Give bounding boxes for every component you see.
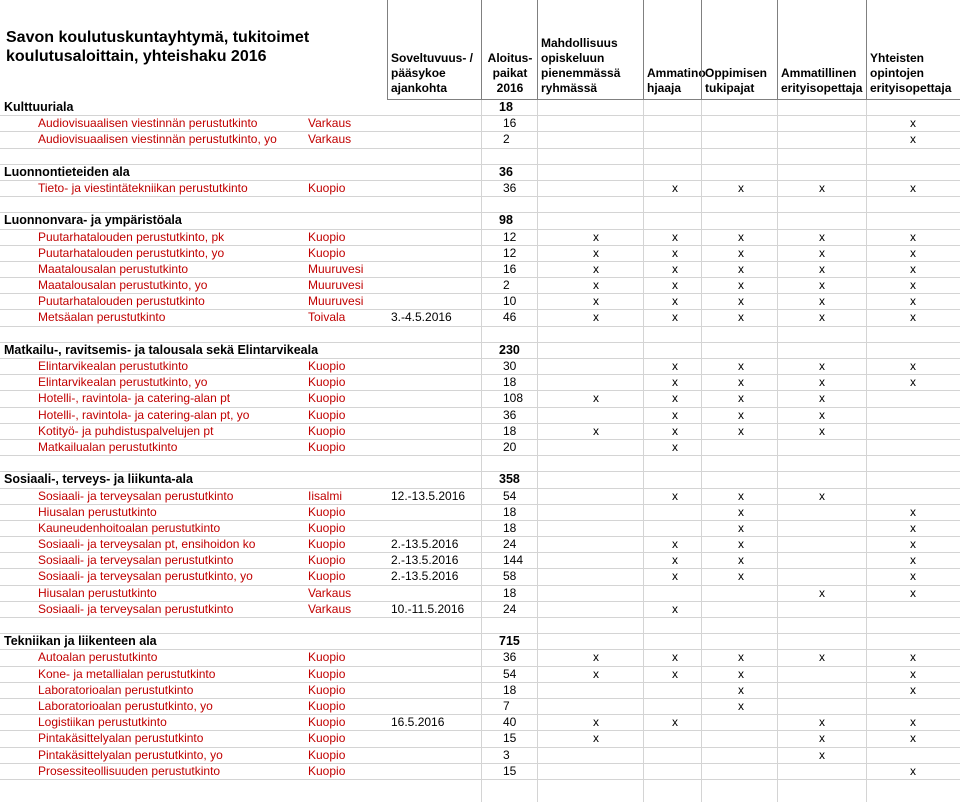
- support-mark: x: [738, 569, 744, 584]
- programme-name: Sosiaali- ja terveysalan perustutkinto: [38, 488, 234, 503]
- programme-name: Hiusalan perustutkinto: [38, 504, 157, 519]
- column-divider: [643, 100, 644, 802]
- programme-name: Laboratorioalan perustutkinto, yo: [38, 698, 213, 713]
- programme-name: Sosiaali- ja terveysalan pt, ensihoidon ko: [38, 537, 256, 552]
- table-row: [0, 683, 960, 699]
- support-mark: x: [593, 278, 599, 293]
- support-mark: x: [672, 375, 678, 390]
- support-mark: x: [672, 569, 678, 584]
- support-mark: x: [672, 229, 678, 244]
- seats: 18: [503, 682, 517, 697]
- table-row: [0, 650, 960, 666]
- exam-date: 12.-13.5.2016: [391, 488, 466, 503]
- programme-location: Kuopio: [308, 537, 346, 552]
- category-row: [0, 343, 960, 359]
- category-row: [0, 634, 960, 650]
- support-mark: x: [910, 520, 916, 535]
- support-mark: x: [910, 569, 916, 584]
- support-mark: x: [910, 116, 916, 131]
- table-row: [0, 505, 960, 521]
- category-total: 358: [499, 472, 520, 487]
- support-mark: x: [819, 715, 825, 730]
- section-spacer: [0, 197, 960, 213]
- seats: 10: [503, 294, 517, 309]
- support-mark: x: [738, 180, 744, 195]
- support-mark: x: [910, 585, 916, 600]
- programme-location: Varkaus: [308, 601, 352, 616]
- support-mark: x: [819, 359, 825, 373]
- programme-location: Kuopio: [308, 504, 346, 519]
- support-mark: x: [738, 504, 744, 519]
- support-mark: x: [910, 537, 916, 552]
- col-header-exam-date: Soveltuvuus- / pääsykoe ajankohta: [387, 0, 481, 100]
- seats: 40: [503, 715, 517, 730]
- support-mark: x: [738, 650, 744, 665]
- support-mark: x: [672, 488, 678, 503]
- programme-name: Audiovisuaalisen viestinnän perustutkinto: [38, 116, 258, 131]
- support-mark: x: [593, 666, 599, 681]
- seats: 54: [503, 488, 517, 503]
- seats: 18: [503, 423, 517, 438]
- col-header-special-teacher: Ammatillinen erityisopettaja: [777, 0, 866, 100]
- support-mark: x: [738, 294, 744, 309]
- support-mark: x: [738, 407, 744, 422]
- support-mark: x: [910, 310, 916, 325]
- seats: 36: [503, 407, 517, 422]
- category-name: Matkailu-, ravitsemis- ja talousala sekä Elintarvikeala: [4, 342, 319, 357]
- table-row: [0, 715, 960, 731]
- programme-name: Tieto- ja viestintätekniikan perustutkinto: [38, 180, 248, 195]
- category-name: Tekniikan ja liikenteen ala: [4, 634, 157, 649]
- table-row: [0, 310, 960, 326]
- programme-location: Kuopio: [308, 407, 346, 422]
- table-row: [0, 586, 960, 602]
- column-divider: [777, 100, 778, 802]
- support-mark: x: [910, 763, 916, 778]
- support-mark: x: [819, 423, 825, 438]
- table-row: [0, 230, 960, 246]
- support-mark: x: [738, 245, 744, 260]
- seats: 2: [503, 132, 510, 147]
- programme-location: Kuopio: [308, 423, 346, 438]
- support-mark: x: [910, 245, 916, 260]
- category-total: 230: [499, 342, 520, 357]
- support-mark: x: [819, 375, 825, 390]
- seats: 144: [503, 553, 524, 568]
- programme-name: Maatalousalan perustutkinto, yo: [38, 278, 208, 293]
- programme-location: Kuopio: [308, 747, 346, 762]
- table-row: [0, 521, 960, 537]
- support-mark: x: [672, 359, 678, 373]
- seats: 18: [503, 520, 517, 535]
- support-mark: x: [593, 261, 599, 276]
- col-header-common-special-teacher: Yhteisten opintojen erityisopettaja: [866, 0, 960, 100]
- programme-location: Kuopio: [308, 375, 346, 390]
- seats: 12: [503, 229, 517, 244]
- seats: 36: [503, 650, 517, 665]
- table-row: [0, 699, 960, 715]
- seats: 16: [503, 116, 517, 131]
- support-mark: x: [672, 537, 678, 552]
- support-mark: x: [910, 180, 916, 195]
- programme-name: Elintarvikealan perustutkinto: [38, 359, 189, 373]
- support-mark: x: [672, 294, 678, 309]
- programme-name: Logistiikan perustutkinto: [38, 715, 167, 730]
- category-total: 715: [499, 634, 520, 649]
- column-divider: [537, 100, 538, 802]
- column-divider: [481, 100, 482, 802]
- programme-name: Laboratorioalan perustutkinto: [38, 682, 194, 697]
- support-mark: x: [672, 261, 678, 276]
- table-row: [0, 748, 960, 764]
- support-mark: x: [910, 359, 916, 373]
- support-mark: x: [593, 650, 599, 665]
- table-row: [0, 408, 960, 424]
- table-row: [0, 440, 960, 456]
- seats: 18: [503, 585, 517, 600]
- category-total: 36: [499, 164, 513, 179]
- support-mark: x: [593, 245, 599, 260]
- support-mark: x: [738, 488, 744, 503]
- table-row: [0, 116, 960, 132]
- support-mark: x: [738, 423, 744, 438]
- support-mark: x: [738, 537, 744, 552]
- programme-location: Kuopio: [308, 569, 346, 584]
- support-mark: x: [672, 423, 678, 438]
- column-divider: [701, 100, 702, 802]
- support-mark: x: [672, 278, 678, 293]
- category-total: 18: [499, 100, 513, 114]
- programme-location: Muuruvesi: [308, 294, 364, 309]
- programme-location: Varkaus: [308, 132, 352, 147]
- support-mark: x: [593, 310, 599, 325]
- column-divider: [866, 100, 867, 802]
- table-row: [0, 764, 960, 780]
- support-mark: x: [593, 294, 599, 309]
- support-mark: x: [672, 245, 678, 260]
- programme-name: Sosiaali- ja terveysalan perustutkinto, yo: [38, 569, 253, 584]
- support-mark: x: [819, 310, 825, 325]
- programme-name: Audiovisuaalisen viestinnän perustutkinto, yo: [38, 132, 277, 147]
- support-mark: x: [738, 375, 744, 390]
- table-row: [0, 731, 960, 747]
- col-header-seats: Aloitus- paikat 2016: [481, 0, 537, 100]
- seats: 36: [503, 180, 517, 195]
- programme-location: Kuopio: [308, 180, 346, 195]
- programme-location: Kuopio: [308, 391, 346, 406]
- programme-name: Puutarhatalouden perustutkinto: [38, 294, 205, 309]
- category-name: Luonnontieteiden ala: [4, 164, 130, 179]
- support-mark: x: [910, 666, 916, 681]
- seats: 7: [503, 698, 510, 713]
- support-mark: x: [819, 391, 825, 406]
- table-row: [0, 262, 960, 278]
- programme-location: Kuopio: [308, 731, 346, 746]
- table-row: [0, 294, 960, 310]
- programme-location: Muuruvesi: [308, 261, 364, 276]
- seats: 15: [503, 731, 517, 746]
- section-spacer: [0, 456, 960, 472]
- table-row: [0, 602, 960, 618]
- support-mark: x: [738, 278, 744, 293]
- table-row: [0, 667, 960, 683]
- category-row: [0, 472, 960, 488]
- support-mark: x: [672, 407, 678, 422]
- support-mark: x: [819, 407, 825, 422]
- section-spacer: [0, 618, 960, 634]
- programme-location: Kuopio: [308, 553, 346, 568]
- table-row: [0, 278, 960, 294]
- table-row: [0, 569, 960, 585]
- support-mark: x: [819, 488, 825, 503]
- programme-name: Matkailualan perustutkinto: [38, 439, 178, 454]
- support-mark: x: [910, 375, 916, 390]
- programme-location: Kuopio: [308, 245, 346, 260]
- programme-name: Hiusalan perustutkinto: [38, 585, 157, 600]
- section-spacer: [0, 327, 960, 343]
- support-mark: x: [819, 245, 825, 260]
- support-mark: x: [672, 310, 678, 325]
- support-mark: x: [910, 504, 916, 519]
- support-mark: x: [819, 261, 825, 276]
- programme-location: Kuopio: [308, 520, 346, 535]
- section-spacer: [0, 149, 960, 165]
- exam-date: 3.-4.5.2016: [391, 310, 452, 325]
- programme-name: Autoalan perustutkinto: [38, 650, 158, 665]
- support-mark: x: [910, 261, 916, 276]
- table-row: [0, 537, 960, 553]
- support-mark: x: [819, 585, 825, 600]
- support-mark: x: [910, 715, 916, 730]
- programme-name: Kauneudenhoitoalan perustutkinto: [38, 520, 221, 535]
- support-mark: x: [819, 731, 825, 746]
- support-mark: x: [738, 682, 744, 697]
- programme-name: Hotelli-, ravintola- ja catering-alan pt, yo: [38, 407, 250, 422]
- page-title: Savon koulutuskuntayhtymä, tukitoimet koulutusaloittain, yhteishaku 2016: [6, 29, 310, 65]
- support-mark: x: [593, 391, 599, 406]
- table-row: [0, 132, 960, 148]
- programme-location: Kuopio: [308, 763, 346, 778]
- seats: 30: [503, 359, 517, 373]
- category-total: 98: [499, 213, 513, 228]
- support-mark: x: [819, 278, 825, 293]
- programme-name: Metsäalan perustutkinto: [38, 310, 166, 325]
- category-row: [0, 165, 960, 181]
- exam-date: 2.-13.5.2016: [391, 537, 459, 552]
- programme-name: Puutarhatalouden perustutkinto, pk: [38, 229, 225, 244]
- seats: 54: [503, 666, 517, 681]
- programme-name: Kotityö- ja puhdistuspalvelujen pt: [38, 423, 214, 438]
- programme-location: Toivala: [308, 310, 346, 325]
- table-row: [0, 424, 960, 440]
- table-row: [0, 246, 960, 262]
- support-mark: x: [910, 682, 916, 697]
- support-mark: x: [910, 278, 916, 293]
- programme-location: Iisalmi: [308, 488, 343, 503]
- programme-location: Kuopio: [308, 682, 346, 697]
- category-name: Sosiaali-, terveys- ja liikunta-ala: [4, 472, 193, 487]
- programme-name: Pintakäsittelyalan perustutkinto, yo: [38, 747, 223, 762]
- seats: 20: [503, 439, 517, 454]
- support-mark: x: [672, 601, 678, 616]
- seats: 18: [503, 375, 517, 390]
- support-mark: x: [738, 520, 744, 535]
- seats: 24: [503, 537, 517, 552]
- programme-location: Kuopio: [308, 359, 346, 373]
- col-header-guidance: Ammatino hjaaja: [643, 0, 701, 100]
- programme-name: Kone- ja metallialan perustutkinto: [38, 666, 216, 681]
- programme-location: Muuruvesi: [308, 278, 364, 293]
- support-mark: x: [819, 747, 825, 762]
- support-mark: x: [819, 650, 825, 665]
- support-mark: x: [738, 666, 744, 681]
- programme-name: Hotelli-, ravintola- ja catering-alan pt: [38, 391, 231, 406]
- programme-location: Kuopio: [308, 715, 346, 730]
- support-mark: x: [738, 359, 744, 373]
- programme-location: Varkaus: [308, 116, 352, 131]
- seats: 15: [503, 763, 517, 778]
- support-mark: x: [910, 553, 916, 568]
- seats: 46: [503, 310, 517, 325]
- seats: 18: [503, 504, 517, 519]
- support-mark: x: [672, 391, 678, 406]
- support-mark: x: [910, 731, 916, 746]
- support-mark: x: [738, 229, 744, 244]
- table-header: [0, 0, 960, 100]
- support-mark: x: [672, 666, 678, 681]
- table-row: [0, 489, 960, 505]
- programme-name: Sosiaali- ja terveysalan perustutkinto: [38, 553, 234, 568]
- support-mark: x: [910, 294, 916, 309]
- exam-date: 2.-13.5.2016: [391, 569, 459, 584]
- category-row: [0, 100, 960, 116]
- support-table: [0, 100, 960, 780]
- programme-location: Kuopio: [308, 698, 346, 713]
- table-row: [0, 391, 960, 407]
- support-mark: x: [593, 423, 599, 438]
- support-mark: x: [593, 731, 599, 746]
- table-row: [0, 181, 960, 197]
- programme-name: Pintakäsittelyalan perustutkinto: [38, 731, 204, 746]
- exam-date: 2.-13.5.2016: [391, 553, 459, 568]
- seats: 16: [503, 261, 517, 276]
- seats: 3: [503, 747, 510, 762]
- support-mark: x: [672, 715, 678, 730]
- category-name: Luonnonvara- ja ympäristöala: [4, 213, 182, 228]
- support-mark: x: [819, 294, 825, 309]
- seats: 24: [503, 601, 517, 616]
- programme-location: Varkaus: [308, 585, 352, 600]
- seats: 2: [503, 278, 510, 293]
- seats: 58: [503, 569, 517, 584]
- support-mark: x: [738, 310, 744, 325]
- support-mark: x: [672, 439, 678, 454]
- programme-location: Kuopio: [308, 439, 346, 454]
- support-mark: x: [738, 261, 744, 276]
- col-header-small-group: Mahdollisuus opiskeluun pienemmässä ryhmässä: [537, 0, 643, 100]
- support-mark: x: [672, 650, 678, 665]
- support-mark: x: [910, 229, 916, 244]
- programme-name: Prosessiteollisuuden perustutkinto: [38, 763, 221, 778]
- support-mark: x: [819, 229, 825, 244]
- table-row: [0, 553, 960, 569]
- seats: 12: [503, 245, 517, 260]
- support-mark: x: [738, 391, 744, 406]
- exam-date: 16.5.2016: [391, 715, 445, 730]
- programme-name: Elintarvikealan perustutkinto, yo: [38, 375, 208, 390]
- category-name: Kulttuuriala: [4, 100, 74, 114]
- support-mark: x: [672, 553, 678, 568]
- table-row: [0, 359, 960, 375]
- programme-name: Puutarhatalouden perustutkinto, yo: [38, 245, 225, 260]
- exam-date: 10.-11.5.2016: [391, 601, 465, 616]
- support-mark: x: [738, 698, 744, 713]
- support-mark: x: [593, 715, 599, 730]
- table-row: [0, 375, 960, 391]
- seats: 108: [503, 391, 524, 406]
- programme-name: Maatalousalan perustutkinto: [38, 261, 189, 276]
- category-row: [0, 213, 960, 229]
- col-header-workshops: Oppimisen tukipajat: [701, 0, 777, 100]
- support-mark: x: [910, 650, 916, 665]
- support-mark: x: [910, 132, 916, 147]
- programme-location: Kuopio: [308, 650, 346, 665]
- support-mark: x: [819, 180, 825, 195]
- programme-location: Kuopio: [308, 666, 346, 681]
- programme-location: Kuopio: [308, 229, 346, 244]
- support-mark: x: [593, 229, 599, 244]
- support-mark: x: [738, 553, 744, 568]
- support-mark: x: [672, 180, 678, 195]
- programme-name: Sosiaali- ja terveysalan perustutkinto: [38, 601, 234, 616]
